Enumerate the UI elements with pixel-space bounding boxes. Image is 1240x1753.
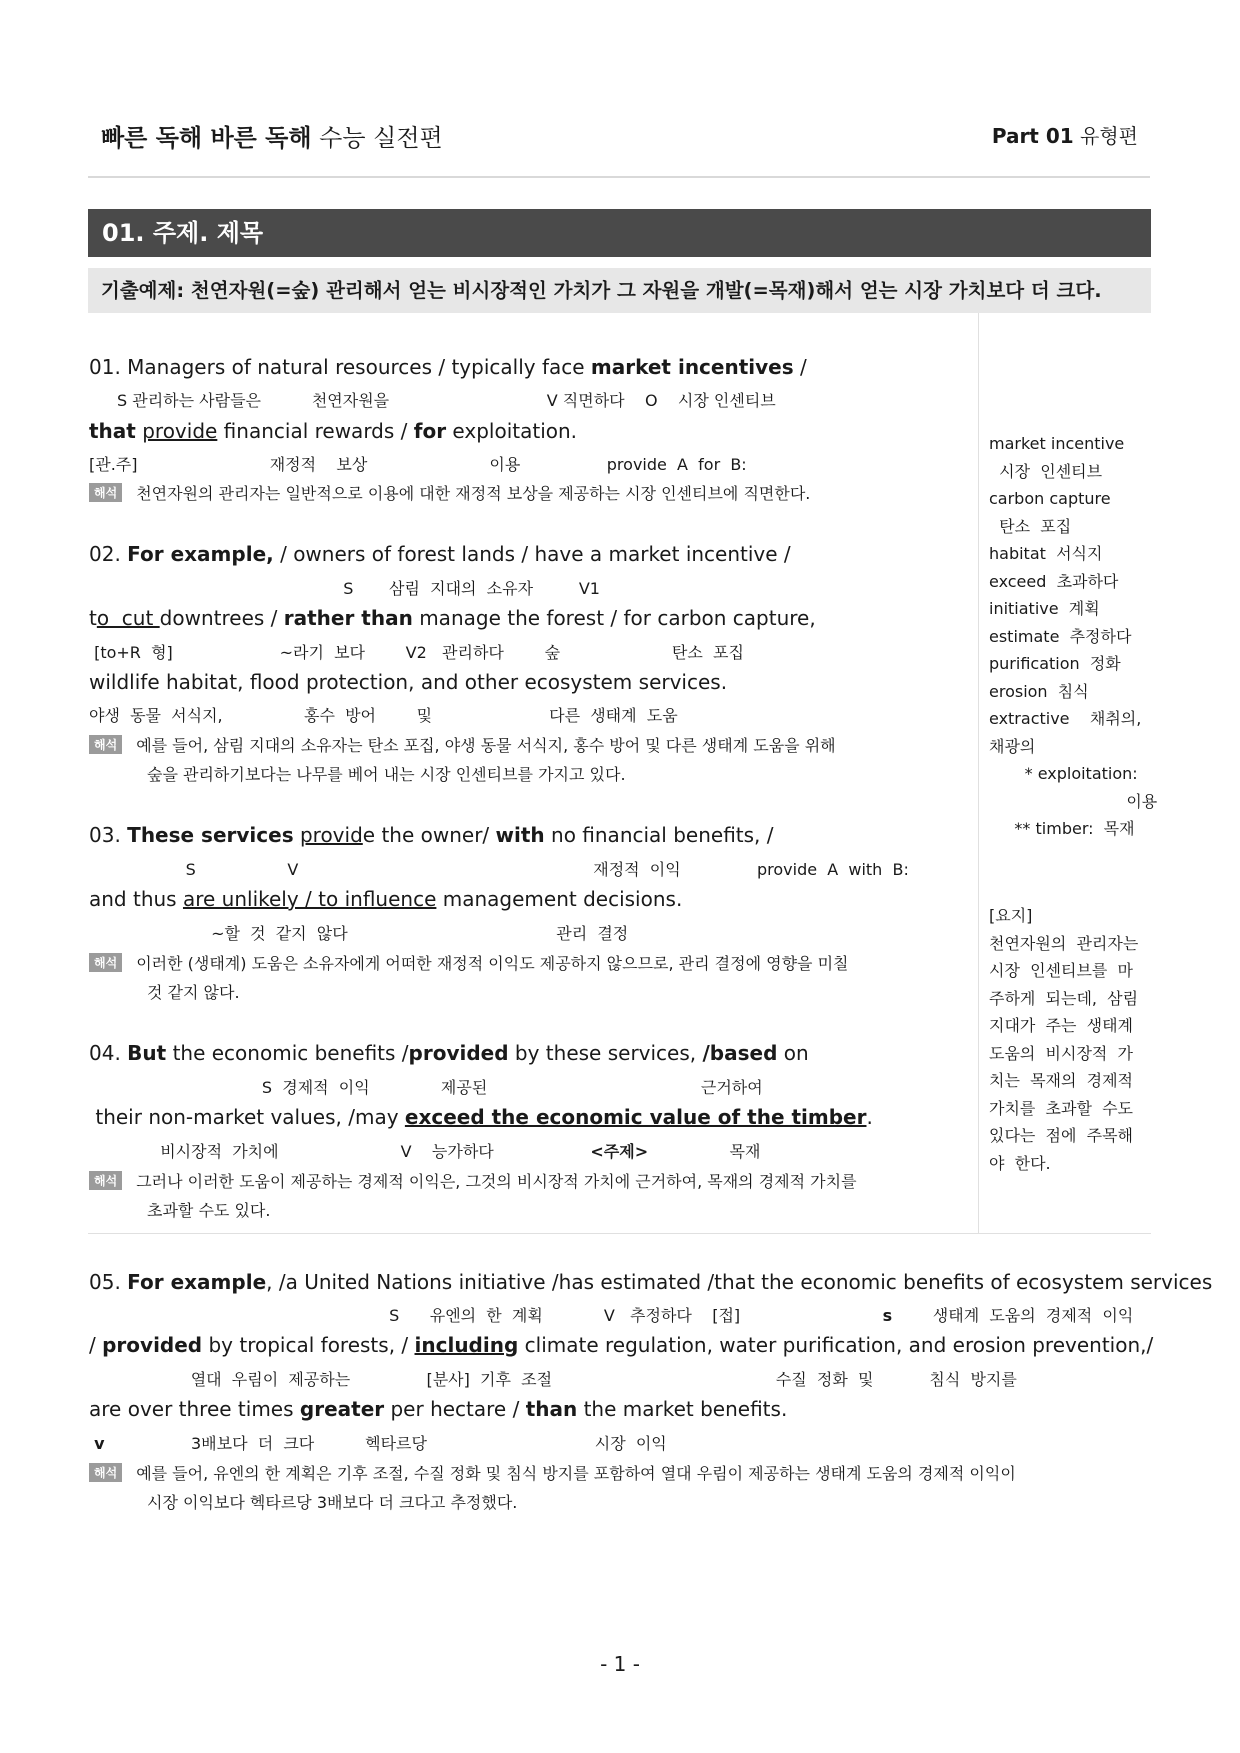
- example-summary-bar: 기출예제: 천연자원(=숲) 관리해서 얻는 비시장적인 가치가 그 자원을 개발(=목재)해서 얻는 시장 가치보다 더 크다.: [88, 268, 1151, 313]
- sentence-04-translation-2: 초과할 수도 있다.: [147, 1201, 271, 1220]
- vocab-footnote: * exploitation:: [989, 764, 1138, 783]
- sentence-05-translation-2: 시장 이익보다 헥타르당 3배보다 더 크다고 추정했다.: [147, 1493, 518, 1512]
- sentence-02-translation-1: 해석 예를 들어, 삼림 지대의 소유자는 탄소 포집, 야생 동물 서식지, 홍수 방어 및 다른 생태계 도움을 위해: [89, 733, 836, 756]
- vocab-item: erosion 침식: [989, 681, 1089, 701]
- section-title-bar: 01. 주제. 제목: [88, 209, 1151, 257]
- summary-sidebar: [989, 902, 1138, 1177]
- translation-tag: 해석: [89, 953, 122, 972]
- sentence-04-translation-1: 해석 그러나 이러한 도움이 제공하는 경제적 이익은, 그것의 비시장적 가치에 근거하여, 목재의 경제적 가치를: [89, 1169, 857, 1192]
- summary-line: 치는 목재의 경제적: [989, 1071, 1133, 1090]
- vocab-footnote: ** timber: 목재: [989, 819, 1135, 838]
- sentence-05-line-3: are over three times greater per hectare / than the market benefits.: [89, 1397, 788, 1421]
- page-number: - 1 -: [600, 1652, 640, 1676]
- sentence-05-gloss-3: v 3배보다 더 크다 헥타르당 시장 이익: [94, 1434, 667, 1453]
- vocab-item: 채광의: [989, 736, 1036, 756]
- vocab-item: carbon capture: [989, 489, 1111, 508]
- vocab-item: 시장 인센티브: [989, 461, 1103, 481]
- book-title: 빠른 독해 바른 독해 수능 실전편: [101, 124, 443, 152]
- sentence-04-line-1: 04. But the economic benefits /provided by these services, /based on: [89, 1041, 809, 1065]
- header-divider: [88, 176, 1150, 178]
- sentence-05-gloss-1: S 유엔의 한 계획 V 추정하다 [접] s 생태계 도움의 경제적 이익: [89, 1306, 1134, 1325]
- translation-tag: 해석: [89, 483, 122, 502]
- summary-line: 천연자원의 관리자는: [989, 933, 1139, 953]
- sentence-01-line-2: that provide financial rewards / for exploitation.: [89, 419, 578, 443]
- section-divider: [88, 1233, 1151, 1234]
- sentence-03-line-1: 03. These services provide the owner/ with no financial benefits, /: [89, 823, 774, 847]
- sentence-05-gloss-2: 열대 우림이 제공하는 [분사] 기후 조절 수질 정화 및 침식 방지를: [89, 1370, 1017, 1389]
- part-label: Part 01 유형편: [991, 124, 1138, 148]
- sentence-03-line-2: and thus are unlikely / to influence management decisions.: [89, 887, 683, 911]
- vocab-item: market incentive: [989, 434, 1125, 453]
- sentence-02-translation-2: 숲을 관리하기보다는 나무를 베어 내는 시장 인센티브를 가지고 있다.: [147, 765, 626, 784]
- vocab-footnote: 이용: [989, 791, 1158, 811]
- vocab-item: estimate 추정하다: [989, 626, 1132, 646]
- vocabulary-sidebar: [989, 430, 1157, 843]
- sentence-02-line-1: 02. For example, / owners of forest lands / have a market incentive /: [89, 542, 791, 566]
- sentence-02-gloss-2: [to+R 형] ~라기 보다 V2 관리하다 숲 탄소 포집: [89, 643, 744, 662]
- translation-tag: 해석: [89, 1463, 122, 1482]
- summary-line: 도움의 비시장적 가: [989, 1043, 1133, 1063]
- vocab-item: extractive 채취의,: [989, 709, 1142, 728]
- column-divider: [978, 313, 979, 1233]
- sentence-04-line-2: their non-market values, /may exceed the economic value of the timber.: [89, 1105, 873, 1129]
- vocab-item: habitat 서식지: [989, 544, 1103, 563]
- summary-line: 야 한다.: [989, 1153, 1051, 1173]
- theme-label: <주제>: [590, 1142, 649, 1161]
- vocab-item: exceed 초과하다: [989, 571, 1119, 591]
- sentence-02-gloss-1: S 삼림 지대의 소유자 V1: [89, 579, 600, 598]
- sentence-01-gloss-1: S 관리하는 사람들은 천연자원을 V 직면하다 O 시장 인센티브: [117, 391, 776, 410]
- translation-tag: 해석: [89, 1171, 122, 1190]
- sentence-02-line-2: to cut downtrees / rather than manage the forest / for carbon capture,: [89, 606, 816, 630]
- translation-tag: 해석: [89, 735, 122, 754]
- sentence-01-gloss-2: [관.주] 재정적 보상 이용 provide A for B:: [89, 455, 747, 474]
- sentence-03-gloss-2: ~할 것 같지 않다 관리 결정: [89, 924, 629, 943]
- vocab-item: initiative 계획: [989, 599, 1100, 618]
- sentence-04-gloss-1: S 경제적 이익 제공된 근거하여: [89, 1078, 763, 1097]
- vocab-item: purification 정화: [989, 654, 1121, 673]
- summary-line: 가치를 초과할 수도: [989, 1098, 1133, 1118]
- vocab-item: 탄소 포집: [989, 516, 1072, 536]
- sentence-02-line-3: wildlife habitat, flood protection, and other ecosystem services.: [89, 670, 728, 694]
- summary-line: 지대가 주는 생태계: [989, 1016, 1133, 1035]
- sentence-04-gloss-2: 비시장적 가치에 V 능가하다 <주제> 목재: [89, 1142, 761, 1161]
- summary-line: 시장 인센티브를 마: [989, 961, 1133, 980]
- summary-line: 주하게 되는데, 삼림: [989, 988, 1139, 1008]
- summary-title: [요지]: [989, 906, 1033, 925]
- sentence-02-gloss-3: 야생 동물 서식지, 홍수 방어 및 다른 생태계 도움: [89, 706, 678, 725]
- sentence-05-line-2: / provided by tropical forests, / including climate regulation, water purification, and erosion prevention,/: [89, 1333, 1154, 1357]
- summary-line: 있다는 점에 주목해: [989, 1126, 1133, 1145]
- sentence-01-line-1: 01. Managers of natural resources / typically face market incentives /: [89, 355, 807, 379]
- sentence-05-translation-1: 해석 예를 들어, 유엔의 한 계획은 기후 조절, 수질 정화 및 침식 방지를 포함하여 열대 우림이 제공하는 생태계 도움의 경제적 이익이: [89, 1461, 1016, 1484]
- sentence-05-line-1: 05. For example, /a United Nations initiative /has estimated /that the economic benefits of ecosystem services: [89, 1270, 1213, 1294]
- sentence-01-translation: 해석 천연자원의 관리자는 일반적으로 이용에 대한 재정적 보상을 제공하는 시장 인센티브에 직면한다.: [89, 481, 810, 504]
- sentence-03-translation-2: 것 같지 않다.: [147, 983, 240, 1002]
- sentence-03-translation-1: 해석 이러한 (생태계) 도움은 소유자에게 어떠한 재정적 이익도 제공하지 않으므로, 관리 결정에 영향을 미칠: [89, 951, 849, 974]
- sentence-03-gloss-1: S V 재정적 이익 provide A with B:: [89, 860, 909, 879]
